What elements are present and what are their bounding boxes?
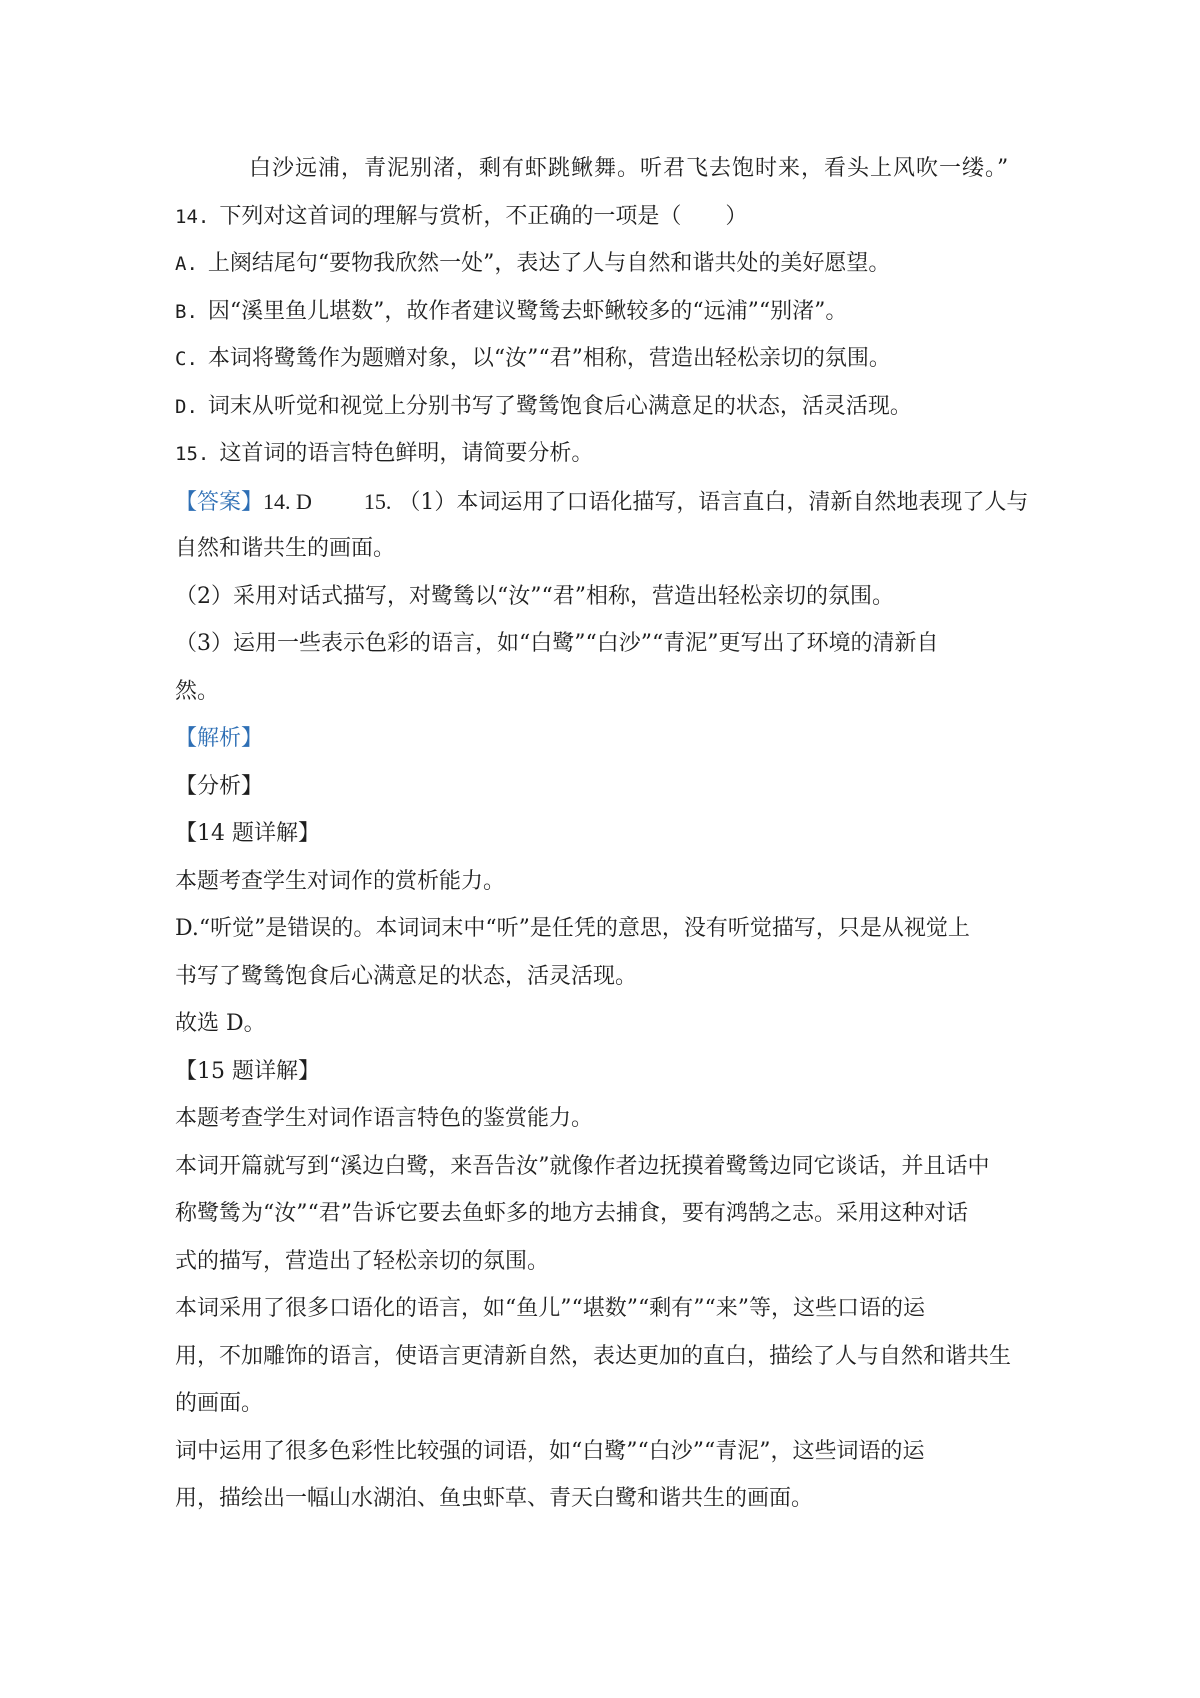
question-14 [175,193,1200,241]
q15-detail-line: 词中运用了很多色彩性比较强的词语，如“白鹭”“白沙”“青泥”，这些词语的运 [175,1438,925,1464]
answer-text-line: 然。 [175,678,220,704]
question-15-number: 15. [175,443,210,465]
option-d-label: D. [175,395,198,418]
q14-detail-line: 故选 D。 [175,1011,266,1036]
option-c-text: 本词将鹭鸶作为题赠对象，以“汝”“君”相称，营造出轻松亲切的氛围。 [207,346,891,371]
option-c [175,335,1200,383]
option-c-label: C. [175,348,198,370]
q15-detail-line: 本词开篇就写到“溪边白鹭，来吾告汝”就像作者边抚摸着鹭鸶边同它谈话，并且话中 [175,1153,990,1179]
answer-tag: 【答案】 [175,489,264,515]
option-a [175,240,1200,288]
q14-detail-line: D.“听觉”是错误的。本词词末中“听”是任凭的意思，没有听觉描写，只是从视觉上 [175,916,970,941]
answer-line [175,478,1200,526]
option-b [175,288,1200,336]
q14-detail-line: 本题考查学生对词作的赏析能力。 [175,868,506,894]
option-b-label: B. [175,300,198,323]
q14-detail-line: 书写了鹭鸶饱食后心满意足的状态，活灵活现。 [175,963,638,989]
answer-q15-label: 15. [363,488,392,514]
option-b-text: 因“溪里鱼儿堪数”，故作者建议鹭鸶去虾鳅较多的“远浦”“别渚”。 [207,298,848,324]
poem-closing-line: 白沙远浦，青泥别渚，剩有虾跳鳅舞。听君飞去饱时来，看头上风吹一缕。” [249,156,1010,181]
option-d [175,383,1200,431]
analysis-tag: 【解析】 [175,726,264,751]
option-a-label: A. [175,253,198,275]
answer-text-line: 自然和谐共生的画面。 [175,536,396,561]
q15-detail-line: 称鹭鸶为“汝”“君”告诉它要去鱼虾多的地方去捕食，要有鸿鹄之志。采用这种对话 [175,1201,968,1226]
option-a-text: 上阕结尾句“要物我欣然一处”，表达了人与自然和谐共处的美好愿望。 [207,251,891,276]
q15-detail-line: 的画面。 [175,1391,264,1416]
q15-detail-line: 用，描绘出一幅山水湖泊、鱼虫虾草、青天白鹭和谐共生的画面。 [175,1486,814,1511]
answer-q15-text: （1）本词运用了口语化描写，语言直白，清新自然地表现了人与 [398,489,1029,515]
question-14-stem: 下列对这首词的理解与赏析，不正确的一项是（ ） [219,203,748,229]
analysis-sub-tag: 【分析】 [175,773,264,799]
answer-q14: 14. D [263,488,312,514]
question-15 [175,430,1200,478]
answer-text-line: （3）运用一些表示色彩的语言，如“白鹭”“白沙”“青泥”更写出了环境的清新自 [175,631,939,656]
option-d-text: 词末从听觉和视觉上分别书写了鹭鸶饱食后心满意足的状态，活灵活现。 [207,393,912,419]
q14-detail-heading: 【14 题详解】 [175,821,320,846]
q15-detail-line: 用，不加雕饰的语言，使语言更清新自然，表达更加的直白，描绘了人与自然和谐共生 [175,1343,1012,1369]
answer-text-line: （2）采用对话式描写，对鹭鸶以“汝”“君”相称，营造出轻松亲切的氛围。 [175,583,894,609]
q15-detail-heading: 【15 题详解】 [175,1058,320,1084]
q15-detail-line: 本词采用了很多口语化的语言，如“鱼儿”“堪数”“剩有”“来”等，这些口语的运 [175,1296,925,1321]
q15-detail-line: 本题考查学生对词作语言特色的鉴赏能力。 [175,1106,594,1131]
q15-detail-line: 式的描写，营造出了轻松亲切的氛围。 [175,1248,550,1274]
question-14-number: 14. [175,205,210,228]
question-15-stem: 这首词的语言特色鲜明，请简要分析。 [219,441,594,466]
